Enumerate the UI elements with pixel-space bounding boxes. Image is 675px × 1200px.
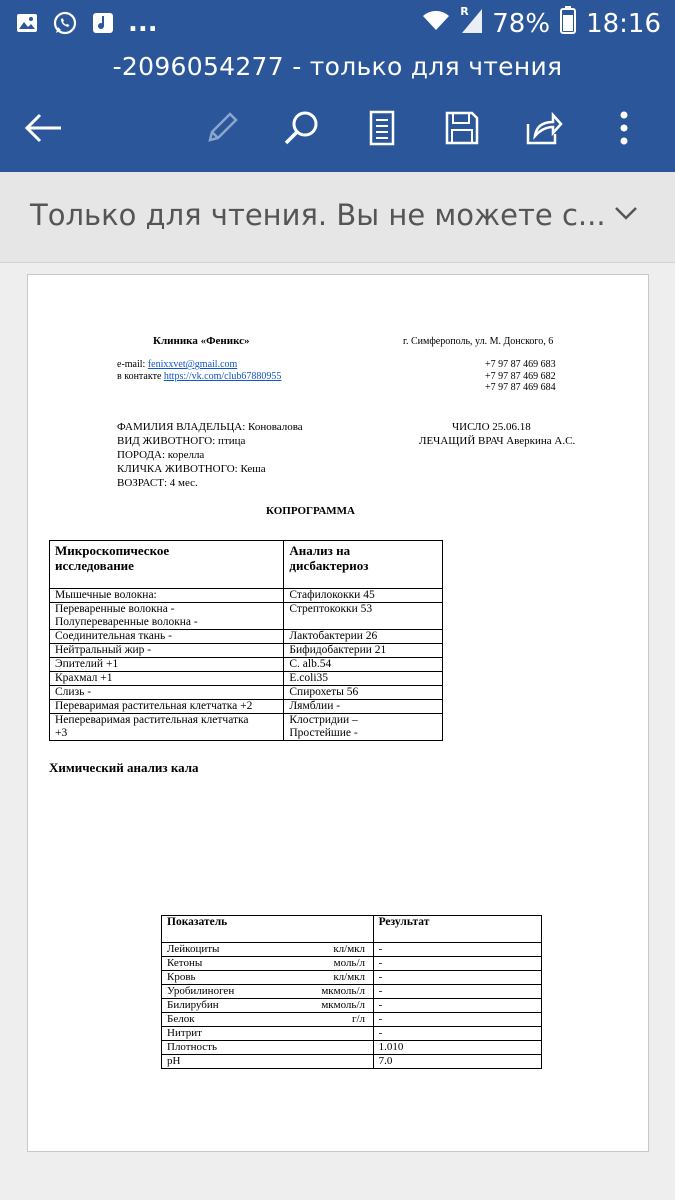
email-link[interactable]: fenixxvet@gmail.com	[147, 359, 238, 370]
wifi-icon	[422, 8, 450, 39]
app-header	[0, 46, 675, 172]
dysbacteriosis-cell	[284, 644, 443, 658]
whatsapp-icon	[52, 10, 78, 36]
search-icon	[283, 109, 321, 151]
table-row	[50, 672, 443, 686]
overflow-notifications: ...	[128, 8, 158, 38]
music-app-icon	[90, 10, 116, 36]
edit-button[interactable]	[200, 108, 244, 152]
edit-pencil-icon	[204, 110, 240, 150]
signal-icon	[460, 7, 482, 40]
chemical-table-body	[162, 943, 542, 1069]
microscopy-cell	[50, 672, 284, 686]
indicator-unit: кл/мкл	[333, 971, 365, 983]
table-row	[50, 589, 443, 603]
reading-view-icon	[368, 110, 396, 150]
clock: 18:16	[586, 8, 661, 39]
animal-age: ВОЗРАСТ: 4 мес.	[117, 477, 198, 489]
header-text: Анализ на	[289, 543, 351, 558]
gallery-icon	[14, 10, 40, 36]
status-bar	[0, 0, 675, 46]
header-text: дисбактериоз	[289, 558, 369, 573]
roaming-indicator: R	[460, 5, 469, 18]
save-icon	[444, 110, 480, 150]
indicator-cell	[162, 1055, 374, 1069]
email-line	[117, 359, 237, 370]
indicator-name: Кровь	[167, 971, 196, 983]
microscopy-cell	[50, 589, 284, 603]
dysbacteriosis-cell	[284, 658, 443, 672]
microscopy-cell	[50, 603, 284, 630]
result-cell: -	[373, 943, 541, 957]
table-row	[162, 943, 542, 957]
indicator-name: Лейкоциты	[167, 943, 220, 955]
more-vert-icon	[619, 111, 629, 149]
indicator-cell	[162, 957, 374, 971]
cell-text: Спирохеты 56	[289, 686, 359, 698]
microscopy-cell	[50, 714, 284, 741]
section-title: КОПРОГРАММА	[266, 505, 355, 517]
cell-text: C. alb.54	[289, 658, 332, 670]
table-row	[162, 1027, 542, 1041]
table-row	[50, 714, 443, 741]
dysbacteriosis-cell	[284, 686, 443, 700]
header-microscopy	[50, 541, 284, 589]
indicator-name: Билирубин	[167, 999, 219, 1011]
table-row	[162, 1013, 542, 1027]
table-row	[162, 1041, 542, 1055]
table-header-row	[50, 541, 443, 589]
result-cell: -	[373, 985, 541, 999]
result-cell: 1.010	[373, 1041, 541, 1055]
vk-link[interactable]: https://vk.com/club67880955	[163, 371, 282, 382]
result-cell: -	[373, 1027, 541, 1041]
dysbacteriosis-cell	[284, 589, 443, 603]
table-row	[50, 686, 443, 700]
result-cell: -	[373, 957, 541, 971]
cell-text: Переваренные волокна -	[55, 603, 175, 615]
cell-text: Полупереваренные волокна -	[55, 616, 198, 628]
dysbacteriosis-cell	[284, 630, 443, 644]
owner-surname: ФАМИЛИЯ ВЛАДЕЛЬЦА: Коновалова	[117, 421, 303, 433]
table-row	[162, 957, 542, 971]
cell-text: E.coli35	[289, 672, 329, 684]
email-label: e-mail:	[117, 359, 146, 370]
cell-text: Клостридии –	[289, 714, 358, 726]
clinic-address: г. Симферополь, ул. М. Донского, 6	[403, 336, 554, 347]
indicator-name: Плотность	[167, 1041, 217, 1053]
animal-name: КЛИЧКА ЖИВОТНОГО: Кеша	[117, 463, 266, 475]
battery-icon	[560, 6, 576, 41]
dysbacteriosis-cell	[284, 603, 443, 630]
phone-1: +7 97 87 469 683	[485, 359, 556, 370]
clinic-name: Клиника «Феникс»	[153, 335, 250, 347]
table-row	[50, 700, 443, 714]
indicator-name: pH	[167, 1055, 181, 1067]
animal-species: ВИД ЖИВОТНОГО: птица	[117, 435, 246, 447]
header-text: исследование	[55, 558, 134, 573]
dysbacteriosis-cell	[284, 714, 443, 741]
indicator-cell	[162, 985, 374, 999]
phone-2: +7 97 87 469 682	[485, 371, 556, 382]
microscopy-table	[49, 540, 443, 741]
search-button[interactable]	[280, 108, 324, 152]
share-icon	[525, 110, 563, 150]
dysbacteriosis-cell	[284, 672, 443, 686]
table-row	[162, 971, 542, 985]
cell-text: Слизь -	[55, 686, 92, 698]
visit-date: ЧИСЛО 25.06.18	[452, 421, 531, 433]
cell-text: Эпителий +1	[55, 658, 119, 670]
save-button[interactable]	[440, 108, 484, 152]
cell-text: Непереваримая растительная клетчатка	[55, 714, 249, 726]
header-indicator: Показатель	[162, 916, 374, 943]
cell-text: Нейтральный жир -	[55, 644, 152, 656]
chevron-down-icon	[614, 205, 638, 224]
cell-text: Мышечные волокна:	[55, 589, 157, 601]
cell-text: Стафилококки 45	[289, 589, 375, 601]
indicator-unit: г/л	[351, 1013, 365, 1025]
header-dysbacteriosis	[284, 541, 443, 589]
animal-breed: ПОРОДА: корелла	[117, 449, 205, 461]
header-result: Результат	[373, 916, 541, 943]
dysbacteriosis-cell	[284, 700, 443, 714]
vk-label: в контакте	[117, 371, 162, 382]
indicator-name: Кетоны	[167, 957, 203, 969]
indicator-unit: мкмоль/л	[321, 999, 365, 1011]
cell-text: Лактобактерии 26	[289, 630, 378, 642]
indicator-name: Уробилиноген	[167, 985, 235, 997]
microscopy-cell	[50, 630, 284, 644]
indicator-unit: кл/мкл	[333, 943, 365, 955]
cell-text: Лямблии -	[289, 700, 341, 712]
result-cell: 7.0	[373, 1055, 541, 1069]
table-row	[50, 603, 443, 630]
result-cell: -	[373, 999, 541, 1013]
chemical-analysis-table	[161, 915, 542, 1069]
indicator-name: Нитрит	[167, 1027, 202, 1039]
result-cell: -	[373, 971, 541, 985]
document-title: -2096054277 - только для чтения	[112, 52, 563, 81]
microscopy-table-body	[50, 589, 443, 741]
cell-text: Переваримая растительная клетчатка +2	[55, 700, 253, 712]
table-header-row	[162, 916, 542, 943]
cell-text: Простейшие -	[289, 727, 358, 739]
indicator-cell	[162, 943, 374, 957]
indicator-cell	[162, 971, 374, 985]
cell-text: Соединительная ткань -	[55, 630, 173, 642]
indicator-cell	[162, 1041, 374, 1055]
table-row	[50, 658, 443, 672]
more-options-button[interactable]	[602, 108, 646, 152]
share-button[interactable]	[522, 108, 566, 152]
cell-text: Бифидобактерии 21	[289, 644, 387, 656]
table-row	[50, 630, 443, 644]
microscopy-cell	[50, 686, 284, 700]
microscopy-cell	[50, 658, 284, 672]
back-button[interactable]	[22, 108, 66, 152]
chem-analysis-title: Химический анализ кала	[49, 760, 199, 775]
read-only-banner[interactable]	[0, 172, 675, 263]
result-cell: -	[373, 1013, 541, 1027]
microscopy-cell	[50, 700, 284, 714]
cell-text: Крахмал +1	[55, 672, 113, 684]
table-row	[50, 644, 443, 658]
indicator-cell	[162, 1027, 374, 1041]
header-text: Микроскопическое	[55, 543, 170, 558]
reading-view-button[interactable]	[360, 108, 404, 152]
battery-percent: 78%	[492, 8, 551, 39]
indicator-name: Белок	[167, 1013, 195, 1025]
table-row	[162, 999, 542, 1013]
back-arrow-icon	[24, 113, 64, 147]
expand-banner-button[interactable]	[606, 194, 646, 234]
indicator-unit: мкмоль/л	[321, 985, 365, 997]
microscopy-cell	[50, 644, 284, 658]
read-only-message: Только для чтения. Вы не можете с...	[30, 198, 606, 232]
table-row	[162, 1055, 542, 1069]
attending-doctor: ЛЕЧАЩИЙ ВРАЧ Аверкина А.С.	[419, 435, 576, 447]
document-page	[27, 274, 649, 1152]
cell-text: +3	[55, 727, 68, 739]
indicator-unit: моль/л	[333, 957, 365, 969]
table-row	[162, 985, 542, 999]
vk-line	[117, 371, 281, 382]
phone-3: +7 97 87 469 684	[485, 382, 556, 393]
indicator-cell	[162, 1013, 374, 1027]
indicator-cell	[162, 999, 374, 1013]
cell-text: Стрептококки 53	[289, 603, 373, 615]
